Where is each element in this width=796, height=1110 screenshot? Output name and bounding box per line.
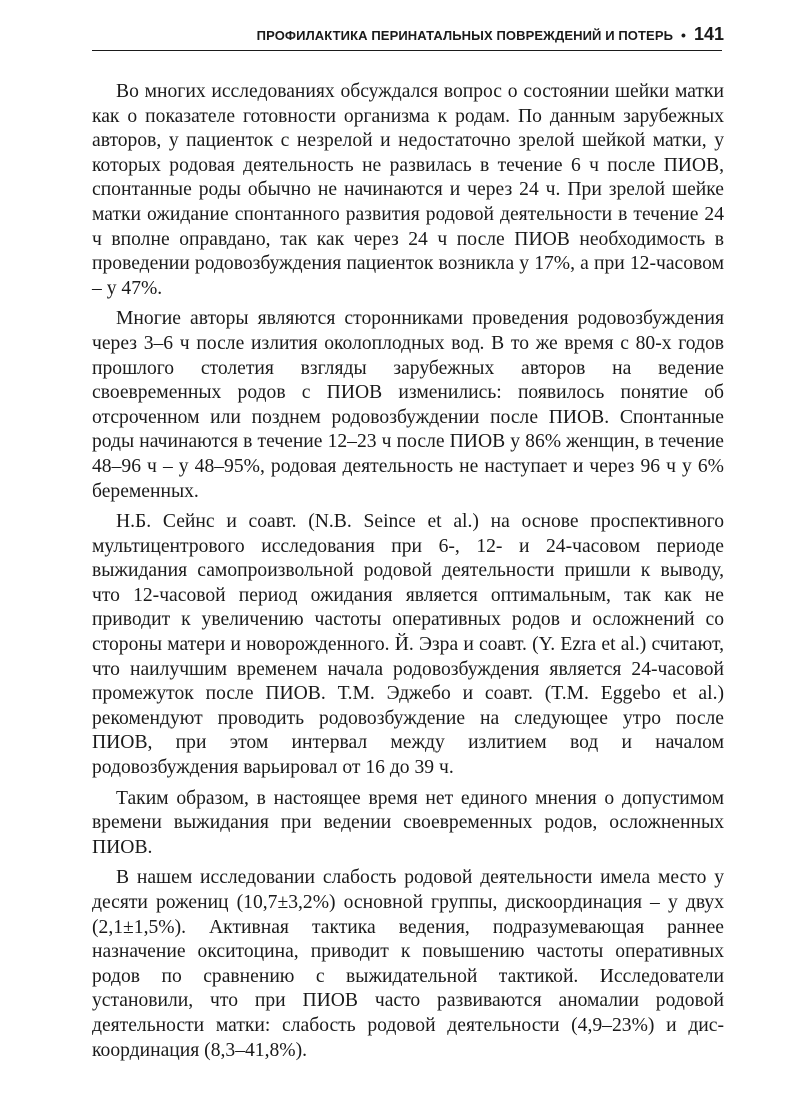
- page-number: 141: [693, 24, 724, 44]
- running-header-title: ПРОФИЛАКТИКА ПЕРИНАТАЛЬНЫХ ПОВРЕЖДЕНИЙ И ПОТЕРЬ: [256, 28, 674, 43]
- body-text: [92, 80, 724, 1069]
- paragraph-5: В нашем исследовании слабость родовой деятельности имела место у десяти рожениц (10,7±3,2%) основной группы, дискоординация – у двух (2,1±1,5%). Активная тактика ведения, подразумевающая раннее назначение окситоцина, приводит к повышению частоты оперативных родов по сравнению с выжидательной тактикой. Исследователи установили, что при ПИОВ часто развиваются аномалии родовой деятельности матки: слабость родовой деятельности (4,9–23%) и дискоординация (8,3–41,8%).: [92, 867, 724, 1061]
- paragraph-4: Таким образом, в настоящее время нет единого мнения о допустимом времени выжидания при ведении своевременных родов, осложненных ПИОВ.: [92, 787, 724, 858]
- running-header-bullet: •: [681, 27, 686, 43]
- paragraph-3: Н.Б. Сейнс и соавт. (N.B. Seince et al.) на основе проспективного мультицентрового исследования при 6-, 12- и 24-часовом периоде выжидания самопроизвольной родовой деятельности пришли к выводу, что 12-часовой период ожидания является оптимальным, так как не приводит к увеличению частоты оперативных родов и осложнений со стороны матери и новорожденного. Й. Эзра и соавт. (Y. Ezra et al.) считают, что наилучшим временем начала родовозбуждения является 24-часовой промежуток после ПИОВ. Т.М. Эджебо и соавт. (T.M. Eggebo et al.) рекомендуют проводить родовозбуждение на следующее утро после ПИОВ, при этом интервал между излитием вод и началом родовозбуждения варьировал от 16 до 39 ч.: [92, 511, 724, 779]
- header-rule: [92, 50, 722, 51]
- paragraph-2: Многие авторы являются сторонниками проведения родовозбуждения через 3–6 ч после излития околоплодных вод. В то же время с 80-х годов прошлого столетия взгляды зарубежных авторов на ведение своевременных родов с ПИОВ изменились: появилось понятие об отсроченном или позднем родовозбуждении после ПИОВ. Спонтанные роды начинаются в течение 12–23 ч после ПИОВ у 86% женщин, в течение 48–96 ч – у 48–95%, родовая деятельность не наступает и через 96 ч у 6% беременных.: [92, 308, 724, 502]
- paragraph-1: Во многих исследованиях обсуждался вопрос о состоянии шейки матки как о показателе готовности организма к родам. По данным зарубежных авторов, у пациенток с незрелой и недостаточно зрелой шейкой матки, у которых родовая деятельность не развилась в течение 6 ч после ПИОВ, спонтанные роды обычно не начинаются и через 24 ч. При зрелой шейке матки ожидание спонтанного развития родовой деятельности в течение 24 ч вполне оправдано, так как через 24 ч после ПИОВ необходимость в проведении родовозбуждения пациенток возникла у 17%, а при 12-часовом – у 47%.: [92, 81, 724, 299]
- running-header: [257, 24, 724, 45]
